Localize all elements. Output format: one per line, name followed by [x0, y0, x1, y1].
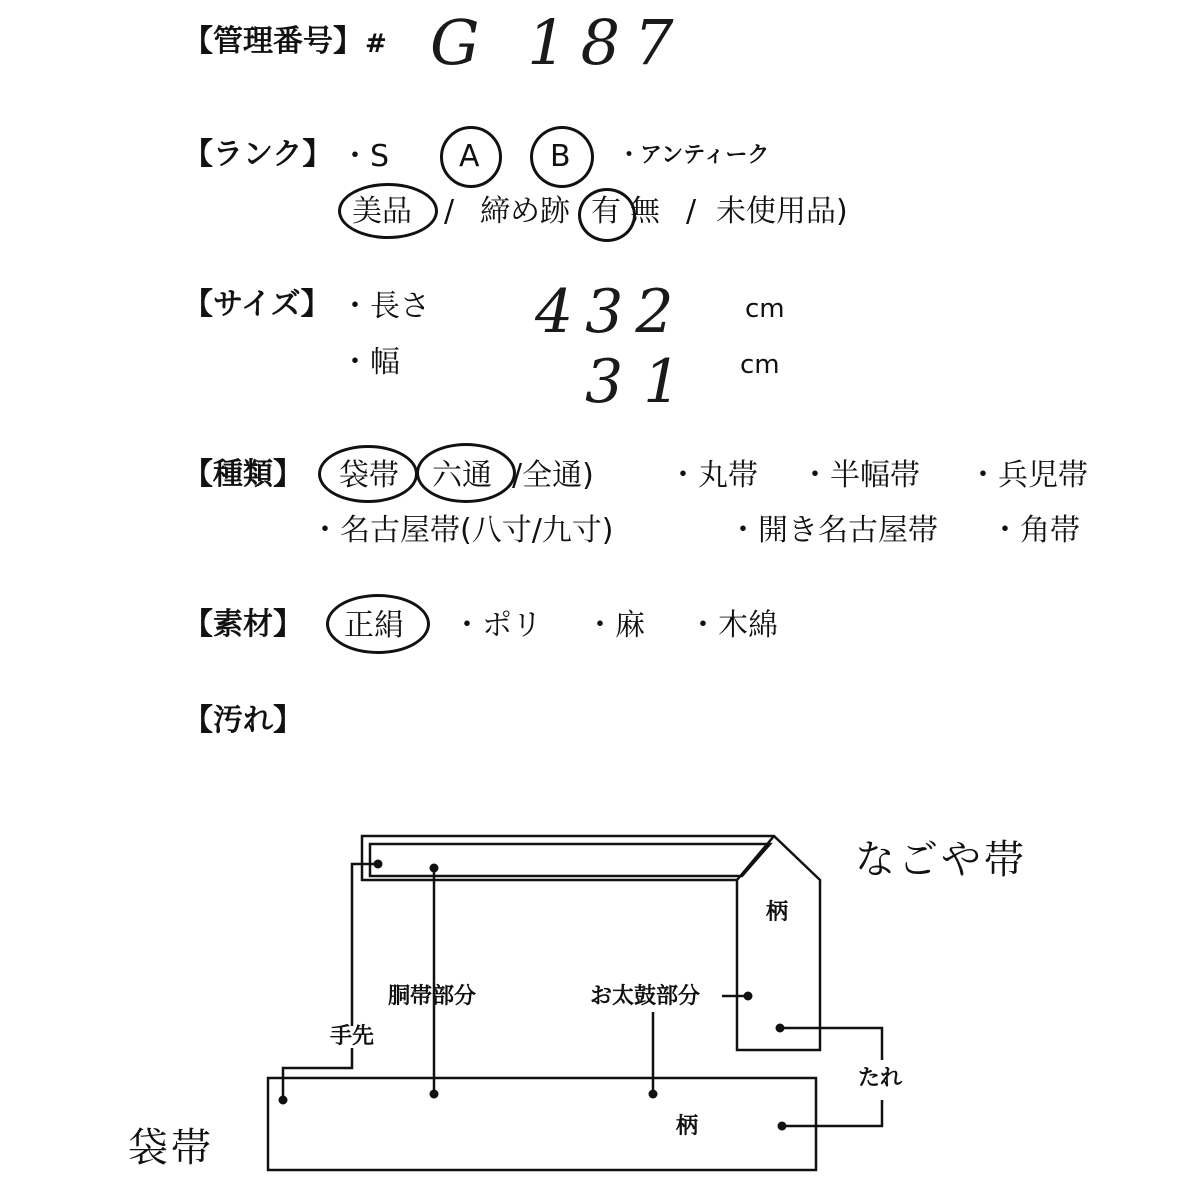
tesaki-label: 手先: [330, 1024, 375, 1049]
material-label: 【素材】: [183, 607, 303, 642]
rank-label: 【ランク】: [183, 137, 333, 172]
tare-label: たれ: [858, 1066, 903, 1091]
tare-leader-bottom: [782, 1100, 882, 1126]
rank-option-antique: ・アンティーク: [618, 143, 770, 168]
unused-option: 未使用品): [716, 194, 848, 229]
dot-tare-top: [776, 1024, 785, 1033]
rank-option-a: A: [459, 139, 480, 174]
type-fukuro: 袋帯: [339, 458, 399, 493]
hash-mark: #: [365, 29, 387, 59]
width-unit: cm: [740, 350, 780, 380]
nashi-option: 無: [630, 194, 660, 229]
otaiko-label: お太鼓部分: [590, 984, 701, 1009]
type-kaku: ・角帯: [990, 513, 1080, 548]
fukuro-title: 袋帯: [128, 1125, 214, 1171]
rank-option-s: ・S: [340, 139, 390, 174]
dot-dobu-top: [430, 864, 439, 873]
dobu-label: 胴帯部分: [388, 984, 477, 1009]
type-hiraki: ・開き名古屋帯: [728, 513, 938, 548]
management-number-value: G 187: [430, 6, 688, 79]
width-label: ・幅: [340, 345, 400, 380]
management-number-label: 【管理番号】: [183, 24, 363, 59]
type-hanhaba: ・半幅帯: [800, 458, 920, 493]
tare-leader-top: [780, 1028, 882, 1060]
ari-option: 有: [591, 194, 621, 229]
slash-2: /: [686, 194, 697, 229]
slash-1: /: [444, 194, 455, 229]
nagoya-outline-inner: [370, 844, 770, 876]
dot-tesaki-top: [374, 860, 383, 869]
type-rokutsu: 六通: [432, 458, 492, 493]
size-label: 【サイズ】: [183, 287, 331, 322]
fukuro-outline: [268, 1078, 816, 1170]
type-label: 【種類】: [183, 457, 303, 492]
tesaki-leader: [283, 864, 378, 1100]
nagoya-fold: [737, 836, 774, 880]
type-zentsu: /全通): [512, 458, 594, 493]
dot-dobu-bottom: [430, 1090, 439, 1099]
material-cotton: ・木綿: [688, 608, 778, 643]
material-asa: ・麻: [585, 608, 645, 643]
beauty-option: 美品: [352, 194, 412, 229]
gara-top-label: 柄: [766, 900, 789, 925]
type-nagoya: ・名古屋帯(八寸/九寸): [310, 513, 614, 548]
material-poly: ・ポリ: [452, 608, 542, 643]
nagoya-title: なごや帯: [855, 837, 1027, 883]
dot-otaiko-bottom: [649, 1090, 658, 1099]
dot-otaiko-right: [744, 992, 753, 1001]
gara-bottom-label: 柄: [676, 1114, 699, 1139]
dot-tare-bottom: [778, 1122, 787, 1131]
material-silk: 正絹: [344, 608, 404, 643]
shime-ato-label: 締め跡: [480, 194, 570, 229]
type-maru: ・丸帯: [668, 458, 758, 493]
dot-tesaki-bottom: [279, 1096, 288, 1105]
stain-label: 【汚れ】: [183, 703, 303, 738]
length-value: 432: [535, 277, 686, 347]
length-label: ・長さ: [340, 289, 430, 324]
rank-option-b: B: [550, 139, 571, 174]
width-value: 31: [585, 347, 702, 417]
length-unit: cm: [745, 294, 785, 324]
type-heko: ・兵児帯: [968, 458, 1088, 493]
